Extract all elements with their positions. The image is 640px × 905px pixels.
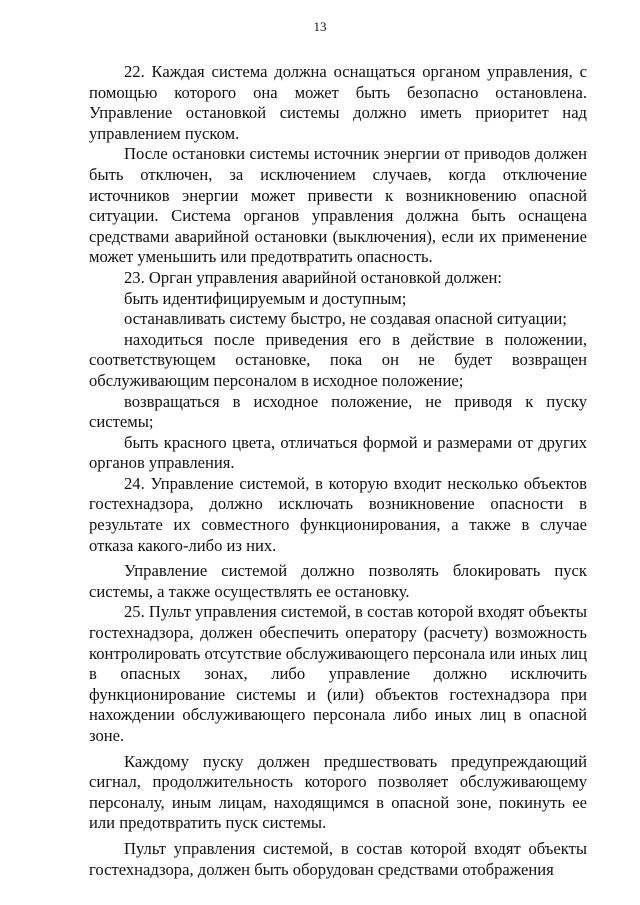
page-number: 13	[313, 19, 327, 34]
paragraph-warning-signal: Каждому пуску должен предшествовать предупреждающий сигнал, продолжительность которого позволяет обслуживающему персоналу, иным лицам, находящимся в опасной зоне, покинуть ее или предотвратить пуск системы.	[89, 751, 587, 833]
document-body	[89, 62, 587, 880]
paragraph-23: 23. Орган управления аварийной остановкой должен:	[124, 267, 502, 287]
paragraph-red-color: быть красного цвета, отличаться формой и размерами от других органов управления.	[89, 432, 587, 473]
paragraph-24: 24. Управление системой, в которую входит несколько объектов гостехнадзора, должно исключать возникновение опасности в результате их совместного функционирования, а также в случае отказа какого-либо из них.	[89, 473, 587, 555]
paragraph-22: 22. Каждая система должна оснащаться органом управления, с помощью которого она может быть безопасно остановлена. Управление остановкой системы должно иметь приоритет над управлением пуском.	[89, 62, 587, 143]
paragraph-block-start: Управление системой должно позволять блокировать пуск системы, а также осуществлять ее остановку.	[89, 561, 587, 601]
paragraph-stop-position: находиться после приведения его в действие в положении, соответствующем остановке, пока он не будет возвращен обслуживающим персоналом в исходное положение;	[89, 329, 587, 390]
paragraph-stop-quickly: останавливать систему быстро, не создавая опасной ситуации;	[124, 309, 567, 329]
paragraph-identifiable: быть идентифицируемым и доступным;	[124, 288, 407, 308]
paragraph-energy-disconnect: После остановки системы источник энергии от приводов должен быть отключен, за исключением случаев, когда отключение источников энергии может привести к возникновению опасной ситуации. Система органов управления должна быть оснащена средствами аварийной остановки (выключения), если их применение может уменьшить или предотвратить опасность.	[89, 144, 587, 267]
paragraph-25: 25. Пульт управления системой, в состав которой входят объекты гостехнадзора, должен обеспечить оператору (расчету) возможность контролировать отсутствие обслуживающего персонала или иных лиц в опасных зонах, либо управление должно исключить функционирование системы и (или) объектов гостехнадзора при нахождении обслуживающего персонала либо иных лиц в опасной зоне.	[89, 602, 587, 745]
paragraph-return-position: возвращаться в исходное положение, не приводя к пуску системы;	[89, 391, 587, 432]
paragraph-display-means: Пульт управления системой, в состав которой входят объекты гостехнадзора, должен быть оборудован средствами отображения	[89, 838, 587, 879]
